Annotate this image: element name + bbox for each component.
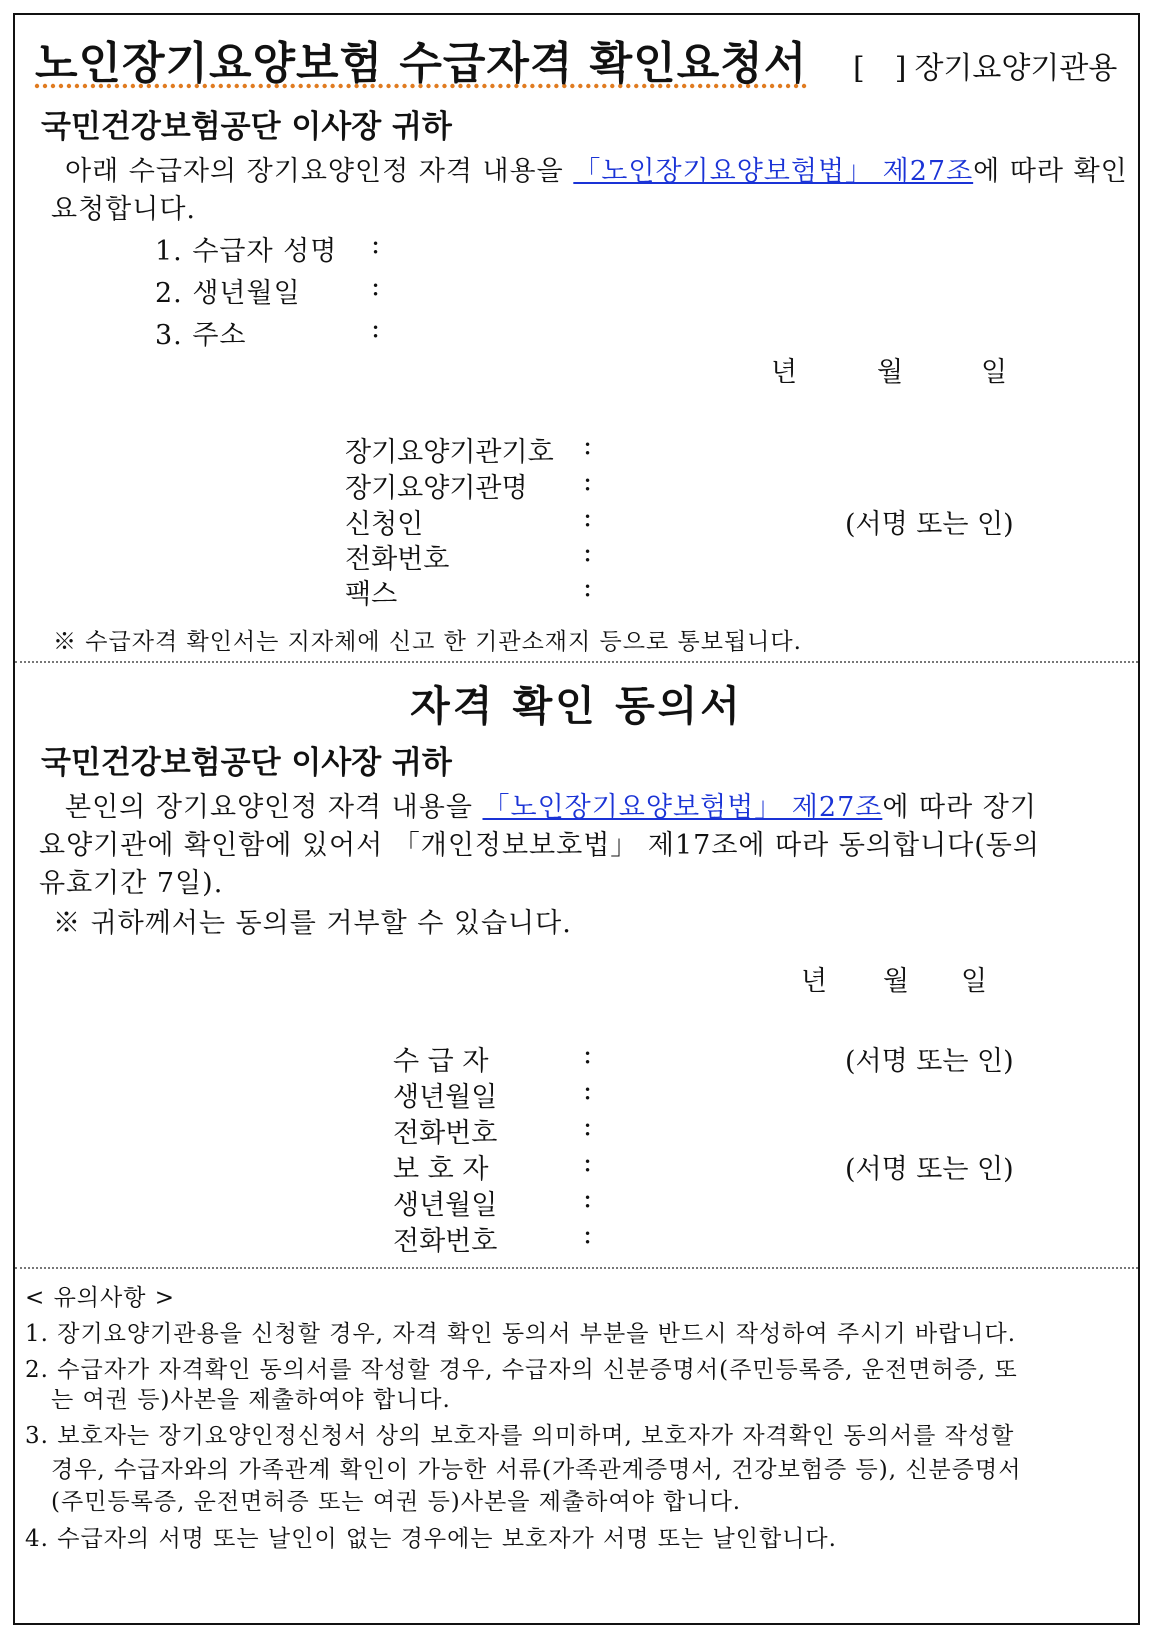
form-title-text: 노인장기요양보험 수급자격 확인요청서	[35, 38, 808, 89]
field-label-guardian-birthdate: 생년월일	[393, 1190, 498, 1221]
form-title	[35, 27, 807, 91]
date-month: 월	[883, 966, 911, 997]
date-day: 일	[981, 357, 1009, 388]
caution-line: 2. 수급자가 자격확인 동의서를 작성할 경우, 수급자의 신분증명서(주민등록증, 운전면허증, 또	[25, 1357, 1018, 1383]
caution-line: 1. 장기요양기관용을 신청할 경우, 자격 확인 동의서 부분을 반드시 작성하여 주시기 바랍니다.	[25, 1321, 1017, 1347]
copy-type-label: 장기요양기관용	[914, 51, 1118, 86]
field-colon: :	[583, 1111, 593, 1142]
section-divider	[15, 661, 1138, 663]
field-label-agency-name: 장기요양기관명	[345, 473, 528, 504]
consent-text: 본인의 장기요양인정 자격 내용을	[65, 792, 483, 823]
section-divider	[15, 1267, 1138, 1269]
field-label-guardian-phone: 전화번호	[393, 1226, 498, 1257]
field-colon: :	[583, 1183, 593, 1214]
field-colon: :	[583, 1075, 593, 1106]
checkbox-bracket-close[interactable]: ]	[894, 51, 907, 86]
field-colon: :	[371, 313, 381, 344]
field-colon: :	[583, 502, 593, 533]
field-colon: :	[583, 466, 593, 497]
field-label-fax: 팩스	[345, 579, 398, 610]
field-label-birthdate: 2. 생년월일	[155, 278, 301, 309]
consent-text-line3: 유효기간 7일).	[39, 868, 224, 899]
field-label-recipient: 수 급 자	[393, 1046, 489, 1077]
recipient-signature: (서명 또는 인)	[845, 1046, 1014, 1077]
field-label-phone: 전화번호	[393, 1118, 498, 1149]
request-notice: ※ 수급자격 확인서는 지자체에 신고 한 기관소재지 등으로 통보됩니다.	[53, 629, 802, 655]
field-label-applicant: 신청인	[345, 509, 424, 540]
consent-text-line1	[65, 785, 1037, 824]
copy-type	[845, 43, 1117, 87]
law-link[interactable]: 「노인장기요양보험법」 제27조	[482, 792, 883, 823]
request-intro-text-end: 에 따라 확인	[973, 156, 1128, 187]
form-frame	[13, 13, 1140, 1625]
field-colon: :	[583, 430, 593, 461]
request-addressee: 국민건강보험공단 이사장 귀하	[41, 109, 452, 145]
consent-notice: ※ 귀하께서는 동의를 거부할 수 있습니다.	[53, 908, 572, 939]
field-colon: :	[583, 537, 593, 568]
field-label-address: 3. 주소	[155, 320, 247, 351]
guardian-signature: (서명 또는 인)	[845, 1154, 1014, 1185]
date-year: 년	[771, 357, 799, 388]
law-link[interactable]: 「노인장기요양보험법」 제27조	[573, 156, 974, 187]
caution-line: (주민등록증, 운전면허증 또는 여권 등)사본을 제출하여야 합니다.	[51, 1489, 742, 1515]
request-intro-text: 아래 수급자의 장기요양인정 자격 내용을	[65, 156, 574, 187]
applicant-signature: (서명 또는 인)	[845, 509, 1014, 540]
field-colon: :	[583, 1039, 593, 1070]
field-label-agency-code: 장기요양기관기호	[345, 437, 554, 468]
field-colon: :	[371, 271, 381, 302]
date-year: 년	[801, 966, 829, 997]
caution-line: 3. 보호자는 장기요양인정신청서 상의 보호자를 의미하며, 보호자가 자격확인 동의서를 작성할	[25, 1423, 1015, 1449]
field-label-birthdate: 생년월일	[393, 1082, 498, 1113]
consent-text-line2: 요양기관에 확인함에 있어서 「개인정보보호법」 제17조에 따라 동의합니다(동의	[39, 830, 1040, 861]
consent-text-end: 에 따라 장기	[882, 792, 1037, 823]
consent-title: 자격 확인 동의서	[410, 682, 743, 730]
field-colon: :	[583, 572, 593, 603]
checkbox-bracket-open[interactable]: [	[853, 51, 865, 86]
field-label-phone: 전화번호	[345, 544, 450, 575]
caution-line: 경우, 수급자와의 가족관계 확인이 가능한 서류(가족관계증명서, 건강보험증 등), 신분증명서	[51, 1457, 1022, 1483]
date-month: 월	[877, 357, 905, 388]
field-colon: :	[583, 1219, 593, 1250]
request-intro-line2: 요청합니다.	[51, 194, 196, 225]
consent-addressee: 국민건강보험공단 이사장 귀하	[41, 745, 452, 781]
field-colon: :	[583, 1147, 593, 1178]
field-label-guardian: 보 호 자	[393, 1154, 489, 1185]
cautions-heading: < 유의사항 >	[25, 1285, 176, 1311]
date-day: 일	[961, 966, 989, 997]
field-colon: :	[371, 229, 381, 260]
field-label-recipient-name: 1. 수급자 성명	[155, 236, 338, 267]
caution-line: 4. 수급자의 서명 또는 날인이 없는 경우에는 보호자가 서명 또는 날인합니다.	[25, 1526, 837, 1552]
request-intro-line1	[65, 149, 1128, 188]
caution-line: 는 여권 등)사본을 제출하여야 합니다.	[51, 1387, 451, 1413]
